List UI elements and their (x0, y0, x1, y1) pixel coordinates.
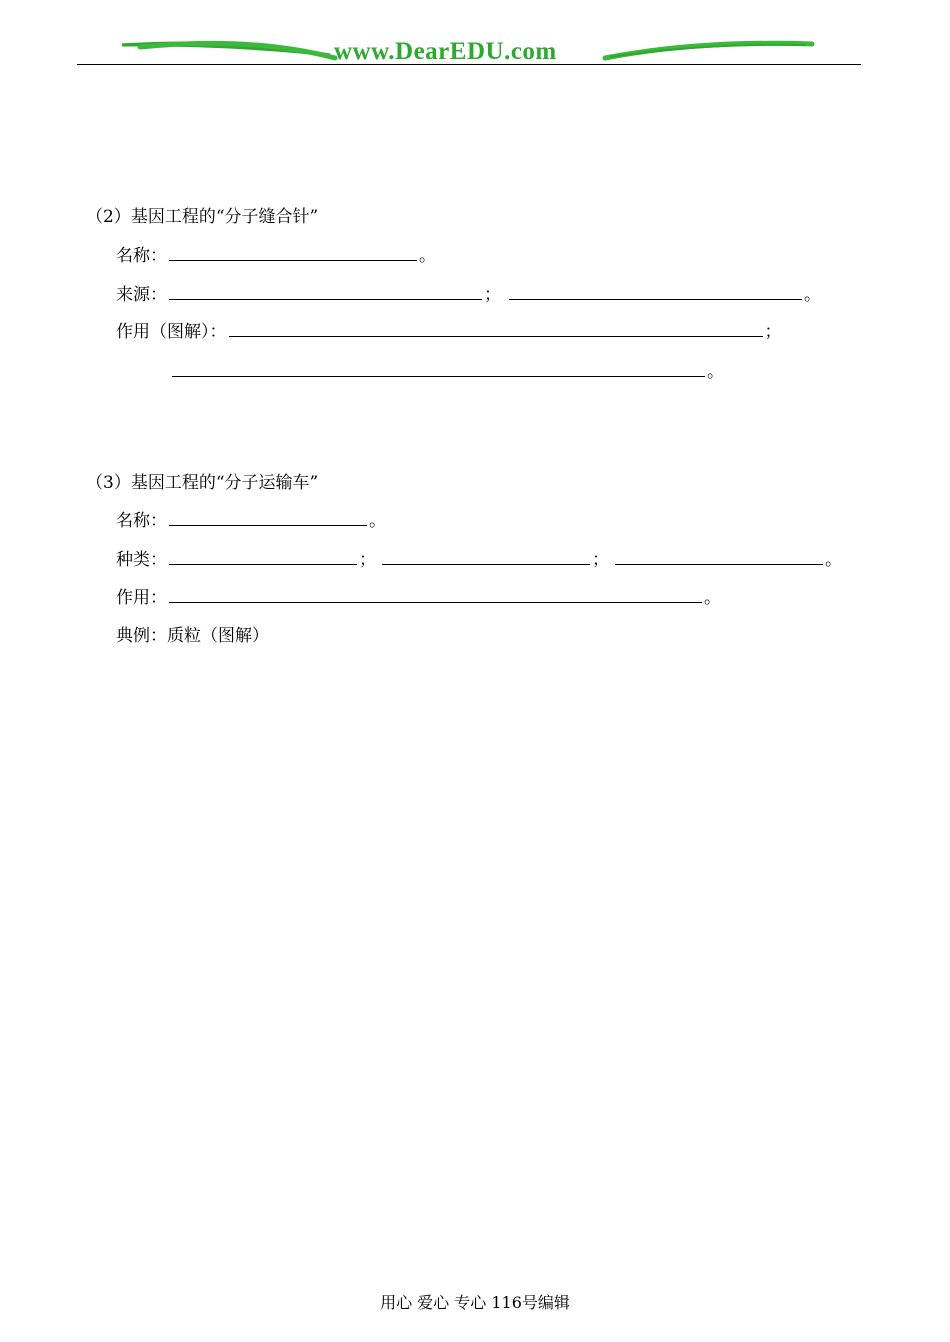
source-sep: ； (484, 285, 501, 305)
source-label: 来源： (116, 285, 167, 305)
kind-end: 。 (825, 550, 842, 570)
kind-blank-2[interactable] (382, 550, 590, 565)
section2-function-row (116, 321, 782, 343)
function-label: 作用： (116, 588, 167, 608)
name-end: 。 (419, 246, 436, 266)
function-blank-1[interactable] (229, 322, 763, 337)
name-blank[interactable] (169, 511, 367, 526)
kind-sep-1: ； (359, 550, 376, 570)
kind-sep-2: ； (592, 550, 609, 570)
source-blank-2[interactable] (509, 285, 802, 300)
function-sep: ； (764, 322, 782, 342)
name-label: 名称： (116, 511, 167, 531)
section3-function-row (116, 587, 721, 609)
function-end: 。 (704, 588, 721, 608)
section3-kind-row (116, 549, 842, 571)
header-rule (77, 64, 861, 65)
section3-heading: （3）基因工程的“分子运输车” (86, 473, 319, 493)
function-blank[interactable] (169, 588, 702, 603)
function-label: 作用（图解）： (116, 322, 227, 342)
page-header (0, 0, 950, 80)
function-end: 。 (707, 362, 724, 382)
name-end: 。 (369, 511, 386, 531)
section2-heading: （2）基因工程的“分子缝合针” (86, 207, 319, 227)
source-blank-1[interactable] (169, 285, 482, 300)
kind-label: 种类： (116, 550, 167, 570)
site-logo-text: www.DearEDU.com (334, 38, 557, 65)
function-blank-2[interactable] (172, 362, 705, 377)
left-swoosh-tail (140, 43, 335, 58)
page-footer: 用心 爱心 专心 116号编辑 (380, 1293, 570, 1312)
source-end: 。 (804, 285, 821, 305)
section2-source-row (116, 284, 821, 306)
kind-blank-1[interactable] (169, 550, 357, 565)
section3-example-row: 典例：质粒（图解） (116, 626, 269, 646)
name-blank[interactable] (169, 246, 417, 261)
kind-blank-3[interactable] (615, 550, 823, 565)
section3-name-row (116, 510, 386, 532)
section2-function-row-2 (170, 361, 724, 383)
section2-name-row (116, 245, 436, 267)
name-label: 名称： (116, 246, 167, 266)
